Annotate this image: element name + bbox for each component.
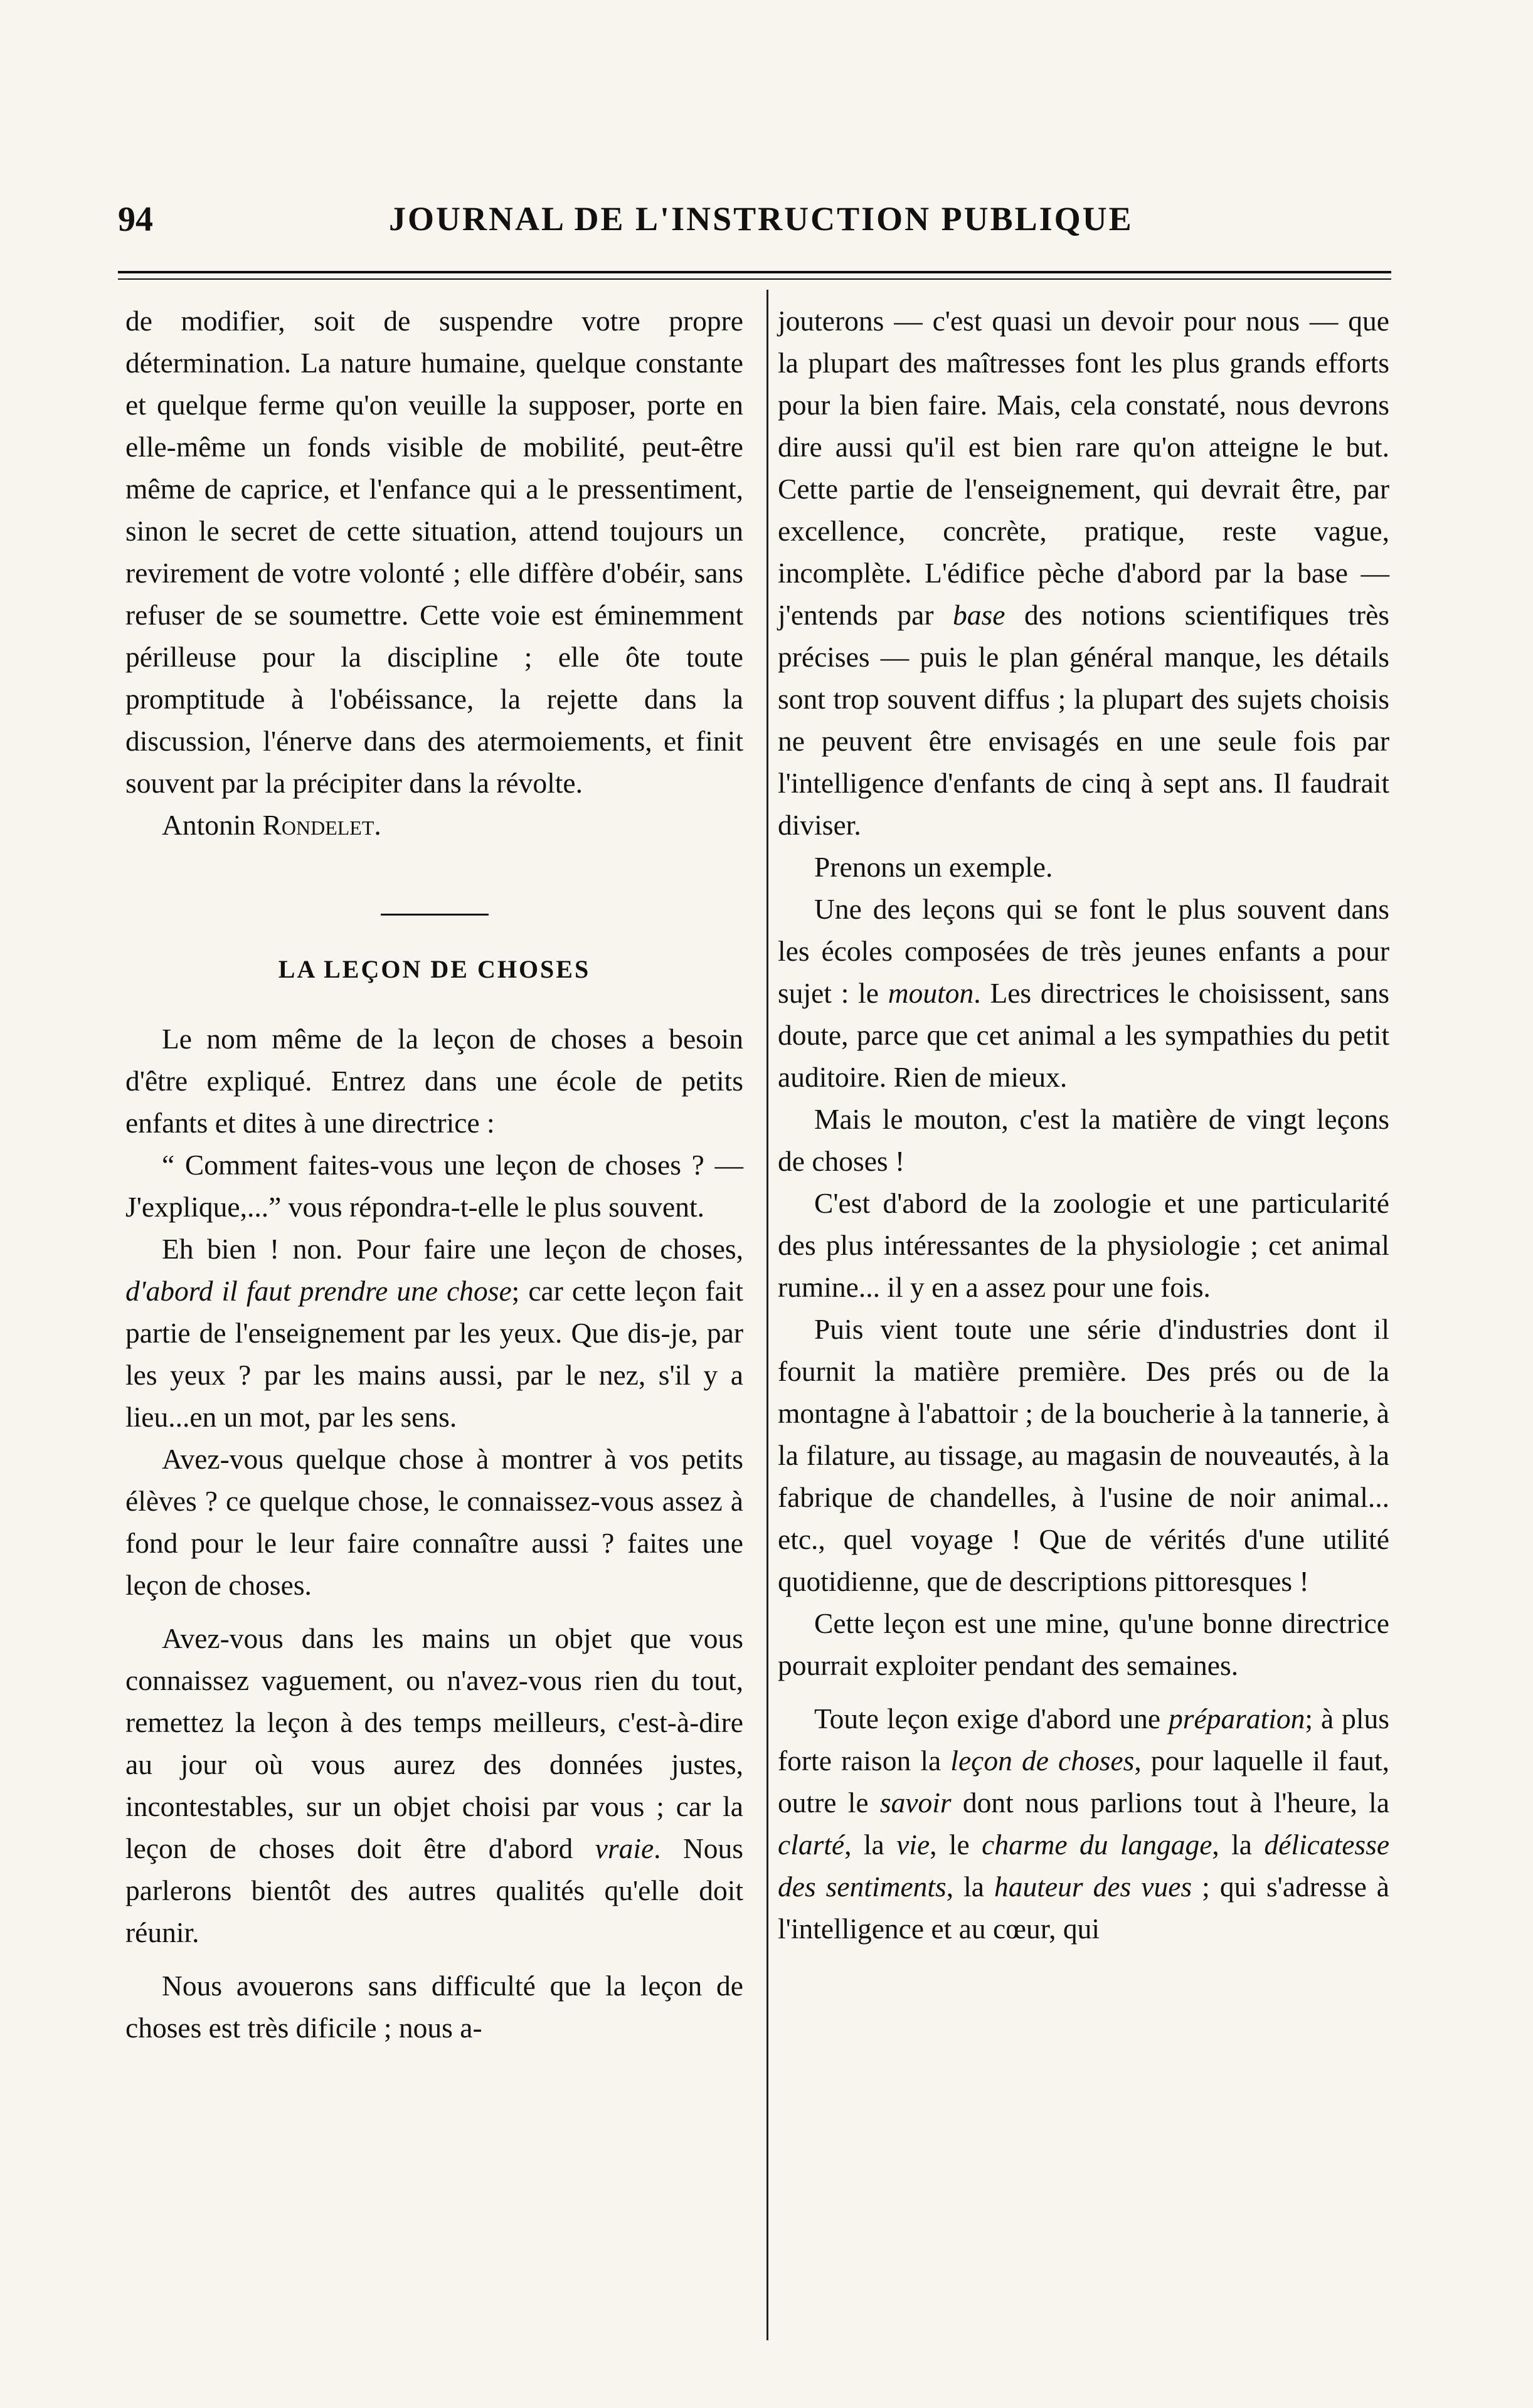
signature-first-name: Antonin bbox=[162, 809, 256, 841]
text-run: jouterons — c'est quasi un devoir pour nous — que la plupart des maîtresses font les plus grands efforts pour la bien faire. Mais, cela constaté, nous devrons dire aussi qu'il est bien rare qu'on atteigne le but. Cette partie de l'enseignement, qui devrait être, par excellence, concrète, pratique, reste vague, incomplète. L'édifice pèche d'abord par la base — j'entends par bbox=[778, 305, 1389, 631]
header-rule-thin bbox=[118, 278, 1391, 280]
paragraph: Prenons un exemple. bbox=[814, 851, 1053, 883]
paragraph: Puis vient toute une série d'industries dont il fournit la matière première. Des prés ou de la montagne à l'abattoir ; de la boucherie à la tannerie, à la filature, au tissage, au magasin de nouveautés, à la fabrique de chandelles, à l'usine de noir animal... etc., quel voyage ! Que de vérités d'une utilité quotidienne, que de descriptions pittoresques ! bbox=[778, 1313, 1389, 1597]
paragraph: Le nom même de la leçon de choses a besoin d'être expliqué. Entrez dans une école de petits enfants et dites à une directrice : bbox=[125, 1023, 743, 1139]
italic-text: hauteur des vues bbox=[994, 1871, 1192, 1903]
section-divider bbox=[381, 914, 489, 916]
text-run: , la bbox=[1212, 1829, 1253, 1861]
paragraph: C'est d'abord de la zoologie et une particularité des plus intéressantes de la physiologie ; cet animal rumine... il y en a assez pour une fois. bbox=[778, 1187, 1389, 1303]
paragraph bbox=[778, 300, 1389, 846]
italic-text: charme du langage bbox=[982, 1829, 1212, 1861]
italic-text: vraie bbox=[595, 1832, 654, 1864]
paragraph: Mais le mouton, c'est la matière de vingt leçons de choses ! bbox=[778, 1103, 1389, 1177]
text-run: , pour laquelle il faut, outre le bbox=[778, 1745, 1390, 1819]
text-run: , la bbox=[844, 1829, 884, 1861]
right-column bbox=[778, 300, 1389, 1950]
paragraph: “ Comment faites-vous une leçon de choses ? — J'explique,...” vous répondra-t-elle le plus souvent. bbox=[125, 1149, 743, 1223]
text-run: , le bbox=[930, 1829, 970, 1861]
italic-text: préparation bbox=[1169, 1703, 1305, 1735]
paragraph: Avez-vous quelque chose à montrer à vos petits élèves ? ce quelque chose, le connaissez-vous assez à fond pour le leur faire connaître aussi ? faites une leçon de choses. bbox=[125, 1443, 743, 1601]
page-number: 94 bbox=[118, 200, 153, 239]
text-run: des notions scientifiques très précises — puis le plan général manque, les détails sont trop souvent diffus ; la plupart des sujets choisis ne peuvent être envisagés en une seule fois par l'intelligence d'enfants de cinq à sept ans. Il faudrait diviser. bbox=[778, 599, 1389, 841]
paragraph bbox=[125, 1228, 743, 1438]
paragraph bbox=[125, 1617, 743, 1953]
italic-text: clarté bbox=[778, 1829, 845, 1861]
italic-text: savoir bbox=[879, 1787, 952, 1819]
text-run: , la bbox=[946, 1871, 984, 1903]
column-divider bbox=[767, 290, 768, 2340]
text-run: ; car cette leçon fait partie de l'enseignement par les yeux. Que dis-je, par les yeux ? par les mains aussi, par le nez, s'il y a lieu...en un mot, par les sens. bbox=[125, 1275, 743, 1433]
paragraph: Cette leçon est une mine, qu'une bonne directrice pourrait exploiter pendant des semaines. bbox=[778, 1607, 1389, 1681]
text-run: Avez-vous dans les mains un objet que vous connaissez vaguement, ou n'avez-vous rien du tout, remettez la leçon à des temps meilleurs, c'est-à-dire au jour où vous aurez des données justes, incontestables, sur un objet choisi par vous ; car la leçon de choses doit être d'abord bbox=[125, 1622, 743, 1864]
signature bbox=[125, 804, 743, 846]
text-run: Une des leçons qui se font le plus souvent dans les écoles composées de très jeunes enfants a pour sujet : le bbox=[778, 893, 1389, 1009]
paragraph bbox=[778, 1698, 1389, 1950]
italic-text: d'abord il faut prendre une chose bbox=[125, 1275, 512, 1307]
section-title: LA LEÇON DE CHOSES bbox=[278, 955, 591, 983]
paragraph: de modifier, soit de suspendre votre propre détermination. La nature humaine, quelque constante et quelque ferme qu'on veuille la supposer, porte en elle-même un fonds visible de mobilité, peut-être même de caprice, et l'enfance qui a le pressentiment, sinon le secret de cette situation, attend toujours un revirement de votre volonté ; elle diffère d'obéir, sans refuser de se soumettre. Cette voie est éminemment périlleuse pour la discipline ; elle ôte toute promptitude à l'obéissance, la rejette dans la discussion, l'énerve dans des atermoiements, et finit souvent par la précipiter dans la révolte. bbox=[125, 305, 743, 799]
italic-text: mouton bbox=[888, 977, 974, 1009]
left-column bbox=[125, 300, 743, 2049]
signature-surname: Rondelet. bbox=[262, 809, 381, 841]
italic-text: vie bbox=[896, 1829, 930, 1861]
text-run: Toute leçon exige d'abord une bbox=[814, 1703, 1161, 1735]
text-run: dont nous parlions tout à l'heure, la bbox=[962, 1787, 1390, 1819]
italic-text: base bbox=[953, 599, 1005, 631]
italic-text: délicatesse des sentiments bbox=[778, 1829, 1390, 1903]
paragraph: Nous avouerons sans difficulté que la leçon de choses est très dificile ; nous a- bbox=[125, 1970, 743, 2044]
text-run: ; à plus forte raison la bbox=[778, 1703, 1390, 1777]
paragraph bbox=[778, 888, 1389, 1098]
text-run: Eh bien ! non. Pour faire une leçon de choses, bbox=[162, 1233, 743, 1265]
running-title: JOURNAL DE L'INSTRUCTION PUBLIQUE bbox=[389, 200, 1133, 238]
text-run: . Nous parlerons bientôt des autres qualités qu'elle doit réunir. bbox=[125, 1832, 744, 1948]
header-rule bbox=[118, 271, 1391, 273]
text-run: . Les directrices le choisissent, sans doute, parce que cet animal a les sympathies du petit auditoire. Rien de mieux. bbox=[778, 977, 1389, 1093]
text-run: ; qui s'adresse à l'intelligence et au cœur, qui bbox=[778, 1871, 1390, 1945]
italic-text: leçon de choses bbox=[950, 1745, 1135, 1777]
